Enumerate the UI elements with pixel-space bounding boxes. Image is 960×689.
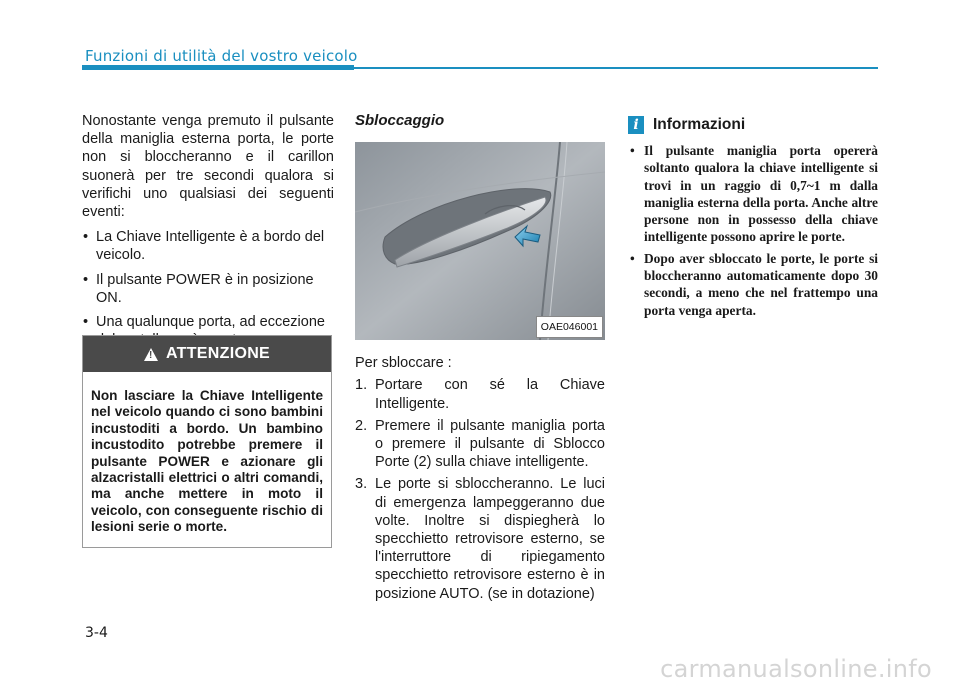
list-item: • Il pulsante maniglia porta opererà soltanto qualora la chiave intelligente si trovi in un raggio di 0,7~1 m dalla maniglia esterna della porta. Anche altre persone non in possesso della chiave intelligente possono aprire le porte. xyxy=(628,142,878,246)
list-item: • Il pulsante POWER è in posizione ON. xyxy=(82,271,334,307)
info-title: Informazioni xyxy=(653,116,746,133)
door-handle-illustration xyxy=(355,142,605,340)
list-item: • La Chiave Intelligente è a bordo del veicolo. xyxy=(82,228,334,264)
warning-title: ATTENZIONE xyxy=(165,345,271,362)
list-item: • Una qualunque porta, ad eccezione xyxy=(82,313,334,349)
info-column xyxy=(628,116,878,323)
step-number: 2. xyxy=(355,417,368,434)
unlock-steps xyxy=(355,376,605,602)
list-item xyxy=(355,376,605,412)
unlock-subtitle: Sbloccaggio xyxy=(355,112,445,129)
warning-box xyxy=(82,335,332,548)
door-handle-photo xyxy=(355,142,605,340)
list-item xyxy=(355,417,605,472)
warning-text: Non lasciare la Chiave Intelligente nel veicolo quando ci sono bambini incustoditi a bordo. Un bambino incustodito potrebbe premere il pulsante POWER e azionare gli alzacristalli elettrici o altri comandi, ma anche mettere in moto il veicolo, con conseguente rischio di lesioni serie o morte. xyxy=(91,388,323,535)
step-number: 1. xyxy=(355,377,368,394)
step-text: Le porte si sbloccheranno. Le luci di emergenza lampeggeranno due volte. Inoltre si dispiegherà lo specchietto retrovisore esterno, se l'interruttore di ripiegamento specchietto retrovisore esterno è in posizione AUTO. (se in dotazione) xyxy=(375,476,605,602)
section-title: Funzioni di utilità del vostro veicolo xyxy=(85,47,358,65)
list-item: • Dopo aver sbloccato le porte, le porte si bloccheranno automaticamente dopo 30 secondi, a meno che nel frattempo una porta venga aperta. xyxy=(628,250,878,319)
info-header xyxy=(628,116,878,134)
warning-header xyxy=(83,336,331,372)
list-item xyxy=(355,475,605,602)
step-number: 3. xyxy=(355,476,368,493)
info-list xyxy=(628,142,878,319)
middle-column xyxy=(355,112,605,607)
step-text: Premere il pulsante maniglia porta o premere il pulsante di Sblocco Porte (2) sulla chiave intelligente. xyxy=(375,417,605,471)
left-column xyxy=(82,112,334,355)
header-rule xyxy=(354,67,878,69)
left-intro-paragraph: Nonostante venga premuto il pulsante della maniglia esterna porta, le porte non si bloccheranno e il carillon suonerà per tre secondi qualora si verifichi uno qualsiasi dei seguenti eventi: xyxy=(82,113,334,221)
condition-list xyxy=(82,228,334,349)
figure-code: OAE046001 xyxy=(536,316,603,338)
step-text: Portare con sé la Chiave Intelligente. xyxy=(375,377,605,412)
watermark: carmanualsonline.info xyxy=(660,655,932,683)
page-number: 3-4 xyxy=(85,625,108,641)
warning-triangle-icon: ! xyxy=(144,348,158,361)
info-icon: i xyxy=(628,116,644,134)
unlock-intro: Per sbloccare : xyxy=(355,355,452,372)
header-accent-bar xyxy=(82,65,354,70)
